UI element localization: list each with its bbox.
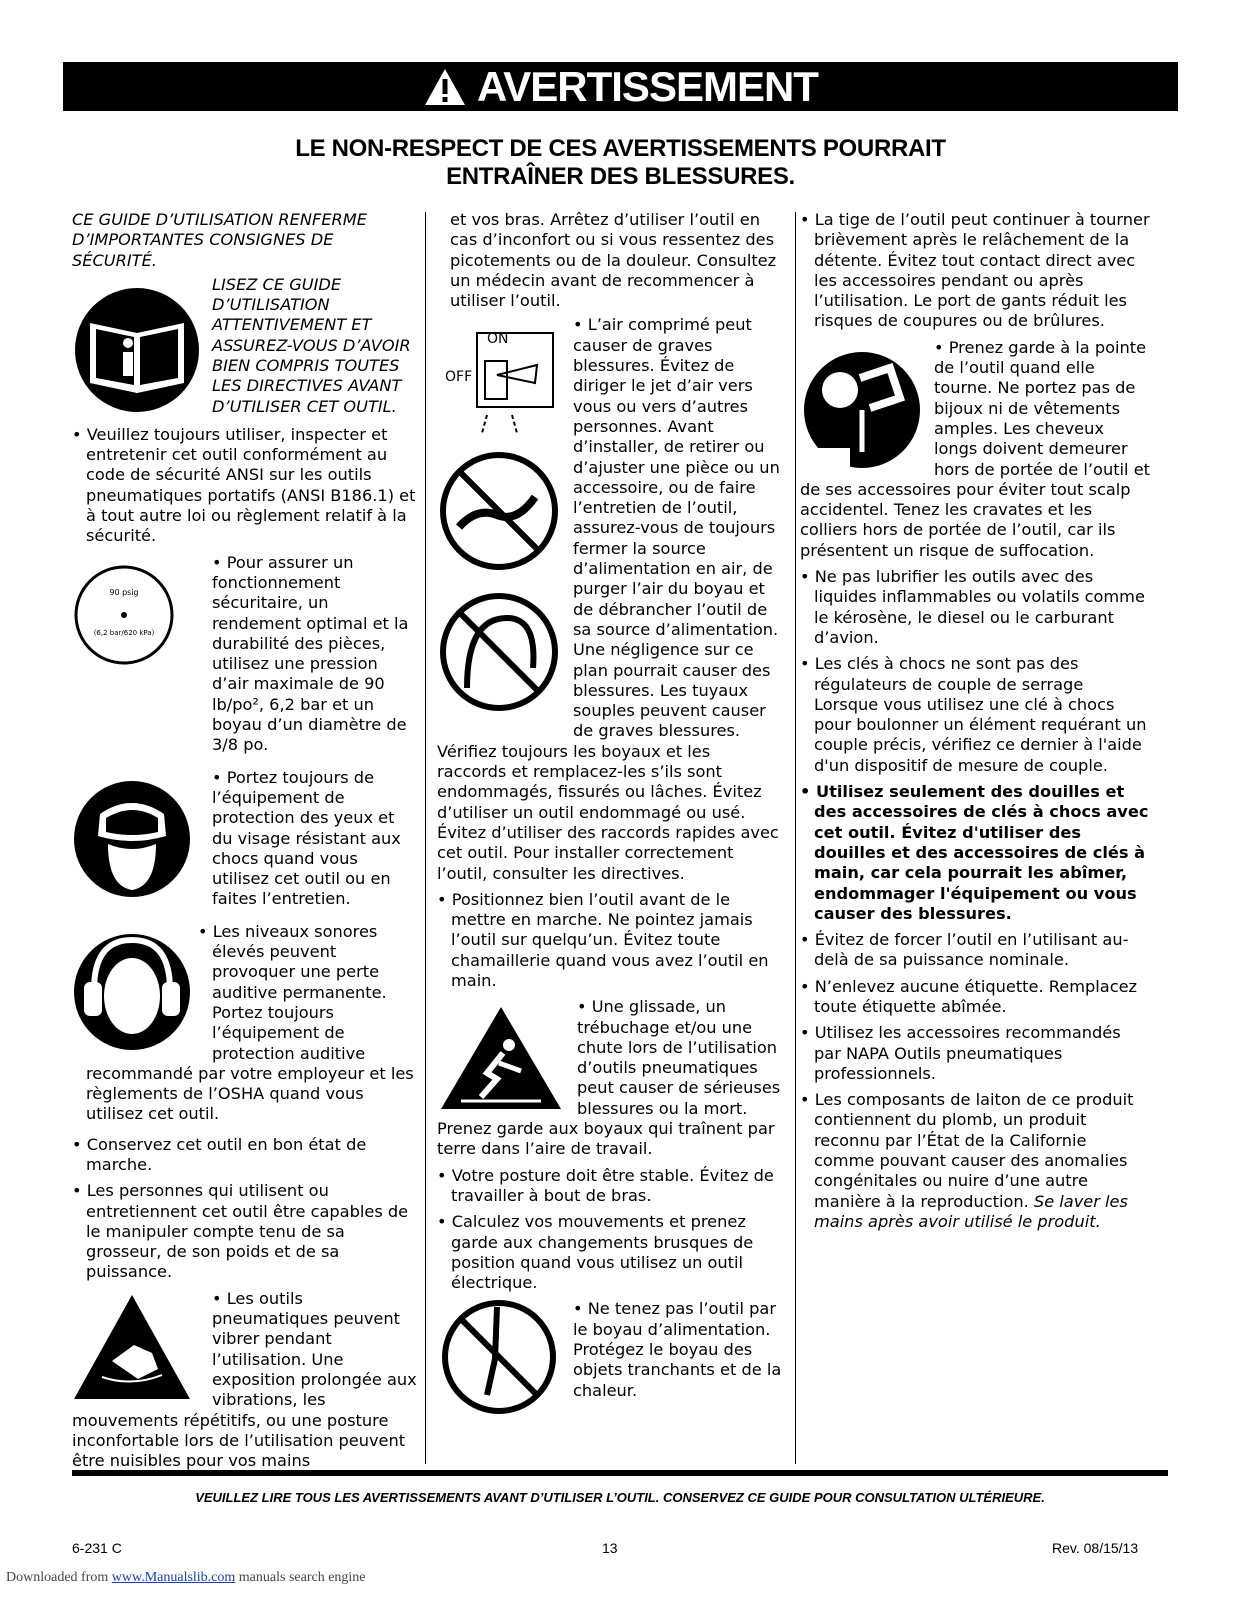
bullet-vibration: • Les outils pneumatiques peuvent vibrer pendant l’utilisation. Une exposition prolongée aux vibrations, les mouvements répétitifs, ou une posture inconfortable lors de l’utilisation peuvent être nuisibles pour vos mains (72, 1288, 417, 1471)
bullet-posture: • Votre posture doit être stable. Évitez de travailler à bout de bras. (437, 1165, 774, 1205)
bullet-pressure: • Pour assurer un fonctionnement sécuritaire, un rendement optimal et la durabilité des pièces, utilisez une pression d’air maximale de 90 lb/po², 6,2 bar et un boyau d’un diamètre de 3/8 po. (212, 552, 409, 755)
bullet-eye-protection: • Portez toujours de l’équipement de protection des yeux et du visage résistant aux chocs quand vous utilisez cet outil ou en faites l’entretien. (212, 767, 401, 909)
no-hose-whip-icon (437, 588, 563, 718)
warning-triangle-icon (423, 67, 467, 107)
download-credit: Downloaded from www.Manualslib.com manuals search engine (6, 1570, 366, 1585)
bullet-hearing: • Les niveaux sonores élevés peuvent provoquer une perte auditive permanente. Portez toujours l’équipement de protection auditive recommandé par votre employeur et les règlements de l’OSHA quand vous utilisez cet outil. (86, 921, 414, 1124)
column-divider (795, 212, 796, 1464)
switch-on-label: ON (487, 331, 509, 348)
gauge-top-label: 90 psig (109, 587, 139, 597)
pressure-gauge-icon (72, 565, 202, 669)
column-2 (437, 210, 782, 1419)
vibration-warning-icon (72, 1291, 202, 1403)
bullet-overload: • Évitez de forcer l’outil en l’utilisant au-delà de sa puissance nominale. (800, 930, 1129, 970)
bullet-good-condition: • Conservez cet outil en bon état de marche. (72, 1134, 367, 1174)
bullet-slip-trip: • Une glissade, un trébuchage et/ou une chute lors de l’utilisation d’outils pneumatiques peut causer de sérieuses blessures ou la mort. Prenez garde aux boyaux qui traînent par terre dans l’aire de travail. (437, 997, 781, 1159)
bullet-lubricants: • Ne pas lubrifier les outils avec des liquides inflammables ou volatils comme le kérosène, le diesel ou le carburant d’avion. (800, 567, 1145, 647)
bullet-ansi: • Veuillez toujours utiliser, inspecter et entretenir cet outil conformément au code de sécurité ANSI sur les outils pneumatiques portatifs (ANSI B186.1) et à tout autre loi ou règlement relatif à la sécurité. (72, 424, 416, 546)
bullet-compressed-air: • L’air comprimé peut causer de graves blessures. Évitez de diriger le jet d’air vers vous ou vers d’autres personnes. Avant d’installer, de retirer ou d’ajuster une pièce ou un accessoire, ou de faire l’entretien de l’outil, assurez-vous de toujours fermer la source d’alimentation en air, de purger l’air du boyau et de débrancher l’outil de sa source d’alimentation. Une négligence sur ce plan pourrait causer des blessures. Les tuyaux souples peuvent causer de graves blessures. Vérifiez toujours les boyaux et les raccords et remplacez-les s’ils sont endommagés, fissurés ou lâches. Évitez d’utiliser un outil endommagé ou usé. Évitez d’utiliser des raccords rapides avec cet outil. Pour installer correctement l’outil, consulter les directives. (437, 315, 780, 883)
no-air-on-body-icon (437, 447, 563, 577)
no-carry-by-hose-icon (437, 1299, 563, 1415)
footer-rule (72, 1470, 1168, 1476)
subtitle-line-1: LE NON-RESPECT DE CES AVERTISSEMENTS POURRAIT (295, 135, 946, 162)
slip-trip-fall-icon (437, 1001, 567, 1113)
column-divider (425, 212, 426, 1464)
vibration-continued: et vos bras. Arrêtez d’utiliser l’outil en cas d’inconfort ou si vous ressentez des picotements ou de la douleur. Consultez un médecin avant de recommencer à utiliser l’outil. (450, 210, 777, 311)
page-number: 13 (602, 1540, 618, 1556)
document-number: 6-231 C (72, 1540, 122, 1556)
bullet-torque: • Les clés à chocs ne sont pas des régulateurs de couple de serrage Lorsque vous utilisez une clé à chocs pour boulonner un élément requérant un couple précis, vérifiez ce dernier à l'aide d'un dispositif de mesure de couple. (800, 654, 1147, 775)
page-subtitle (63, 135, 1178, 191)
bullet-lead-warning: • Les composants de laiton de ce produit contiennent du plomb, un produit reconnu par l’État de la Californie comme pouvant causer des anomalies congénitales ou nuire d’une autre manière à la reproduction. Se laver les mains après avoir utilisé le produit. (800, 1090, 1134, 1231)
read-guide-text: LISEZ CE GUIDE D’UTILISATION ATTENTIVEMENT ET ASSUREZ-VOUS D’AVOIR BIEN COMPRIS TOUTES LES DIRECTIVES AVANT D’UTILISER CET OUTIL. (212, 274, 411, 416)
hearing-protection-icon (72, 930, 202, 1056)
bullet-movements: • Calculez vos mouvements et prenez garde aux changements brusques de position quand vous utilisez un outil électrique. (437, 1212, 754, 1293)
bullet-labels: • N’enlevez aucune étiquette. Remplacez toute étiquette abîmée. (800, 976, 1138, 1016)
warning-banner (63, 62, 1178, 111)
entanglement-warning-icon (800, 348, 924, 472)
bullet-spindle-rotation: • La tige de l’outil peut continuer à tourner brièvement après le relâchement de la détente. Évitez tout contact direct avec les accessoires pendant ou après l’utilisation. Le port de gants réduit les risques de coupures ou de brûlures. (800, 210, 1150, 331)
air-switch-off-icon (437, 315, 563, 435)
switch-off-label: OFF (445, 369, 473, 386)
bullet-rotating-tip: • Prenez garde à la pointe de l’outil quand elle tourne. Ne portez pas de bijoux ni de vêtements amples. Les cheveux longs doivent demeurer hors de portée de l’outil et de ses accessoires pour éviter tout scalp accidentel. Tenez les cravates et les colliers hors de portée de l’outil, car ils présentent un risque de suffocation. (800, 337, 1151, 560)
revision-date: Rev. 08/15/13 (1052, 1540, 1139, 1556)
eye-protection-icon (72, 774, 202, 904)
column-1 (72, 210, 417, 1477)
intro-text: CE GUIDE D’UTILISATION RENFERME D’IMPORTANTES CONSIGNES DE SÉCURITÉ. (72, 210, 367, 270)
compressed-air-icons (437, 315, 563, 723)
gauge-bottom-label: (6,2 bar/620 kPa) (93, 628, 155, 637)
column-3 (800, 210, 1150, 1238)
bullet-impact-sockets: • Utilisez seulement des douilles et des accessoires de clés à chocs avec cet outil. Évitez d'utiliser des douilles et des accessoires de clés à main, car cela pourrait les abîmer, endommager l'équipement ou vous causer des blessures. (800, 782, 1149, 923)
bullet-hose-carry: • Ne tenez pas l’outil par le boyau d’alimentation. Protégez le boyau des objets tranchants et de la chaleur. (573, 1299, 782, 1400)
banner-title: AVERTISSEMENT (477, 62, 818, 110)
bullet-position-tool: • Positionnez bien l’outil avant de le mettre en marche. Ne pointez jamais l’outil sur quelqu’un. Évitez toute chamaillerie quand vous avez l’outil en main. (437, 889, 769, 990)
footer-note: VEUILLEZ LIRE TOUS LES AVERTISSEMENTS AVANT D’UTILISER L’OUTIL. CONSERVEZ CE GUIDE POUR CONSULTATION ULTÉRIEURE. (195, 1490, 1045, 1505)
read-manual-icon (72, 285, 202, 415)
bullet-capable-users: • Les personnes qui utilisent ou entretiennent cet outil être capables de le manipuler compte tenu de sa grosseur, de son poids et de sa puissance. (72, 1181, 409, 1282)
subtitle-line-2: ENTRAÎNER DES BLESSURES. (446, 163, 795, 190)
manualslib-link[interactable]: www.Manualslib.com (111, 1570, 236, 1585)
bullet-accessories: • Utilisez les accessoires recommandés par NAPA Outils pneumatiques professionnels. (800, 1023, 1121, 1083)
